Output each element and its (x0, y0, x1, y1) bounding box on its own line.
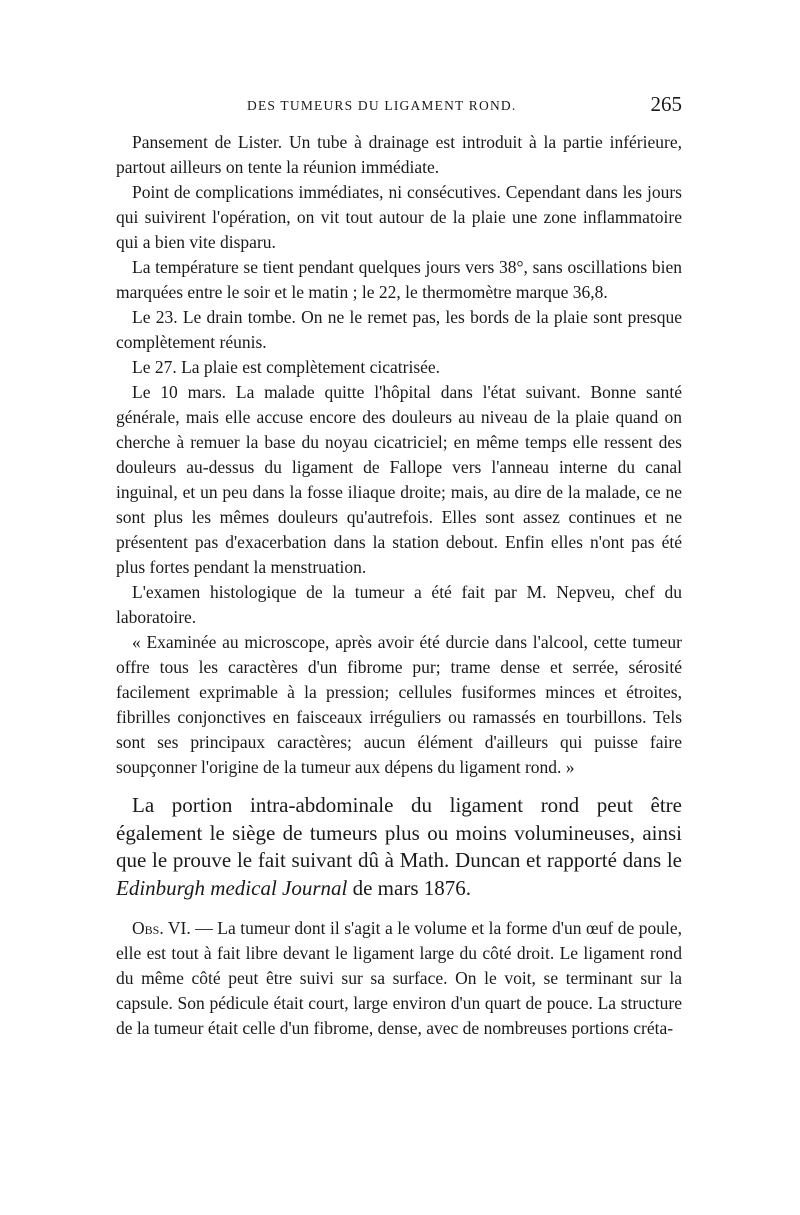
paragraph: Le 27. La plaie est complètement cicatrisée. (132, 357, 441, 377)
observation-text: — La tumeur dont il s'agit a le volume et la forme d'un œuf de poule, elle est tout à fait libre devant le ligament large du côté droit. Le ligament rond du même côté peut être suivi sur sa surface. On le voit, se terminant sur la capsule. Son pédicule était court, large environ d'un quart de pouce. La structure de la tumeur était celle d'un fibrome, dense, avec de nombreuses portions créta- (116, 918, 683, 1038)
paragraph: La température se tient pendant quelques jours vers 38°, sans oscillations bien marquées entre le soir et le matin ; le 22, le thermomètre marque 36,8. (116, 257, 682, 302)
observation-paragraph (116, 916, 682, 1041)
quoted-paragraph: « Examinée au microscope, après avoir été durcie dans l'alcool, cette tumeur offre tous les caractères d'un fibrome pur; trame dense et serrée, sérosité facilement exprimable à la pression; cellules fusiformes minces et étroites, fibrilles conjonctives en faisceaux irréguliers ou ramassés en tourbillons. Tels sont ses principaux caractères; aucun élément d'ailleurs qui puisse faire soupçonner l'origine de la tumeur aux dépens du ligament rond. » (116, 632, 682, 777)
page-number: 265 (650, 92, 682, 116)
paragraph: Pansement de Lister. Un tube à drainage est introduit à la partie inférieure, partout ailleurs on tente la réunion immédiate. (116, 132, 682, 177)
large-paragraph-end: de mars 1876. (347, 875, 472, 900)
running-head: DES TUMEURS DU LIGAMENT ROND. (247, 98, 517, 113)
observation-label: Obs. VI. (132, 918, 191, 938)
main-text (116, 792, 682, 902)
body-text (116, 130, 682, 1041)
case-notes (116, 130, 682, 780)
observation (116, 916, 682, 1041)
journal-title: Edinburgh medical Journal (116, 875, 348, 900)
paragraph: L'examen histologique de la tumeur a été fait par M. Nepveu, chef du laboratoire. (116, 582, 682, 627)
paragraph: Le 23. Le drain tombe. On ne le remet pas, les bords de la plaie sont presque complètement réunis. (116, 307, 682, 352)
paragraph: Le 10 mars. La malade quitte l'hôpital dans l'état suivant. Bonne santé générale, mais elle accuse encore des douleurs au niveau de la plaie quand on cherche à remuer la base du noyau cicatriciel; en même temps elle ressent des douleurs au-dessus du ligament de Fallope vers l'anneau interne du canal inguinal, et un peu dans la fosse iliaque droite; mais, au dire de la malade, ce ne sont plus les mêmes douleurs qu'autrefois. Elles sont assez continues et ne présentent pas d'exacerbation dans la station debout. Enfin elles n'ont pas été plus fortes pendant la menstruation. (116, 382, 682, 577)
large-paragraph-text: La portion intra-abdominale du ligament rond peut être également le siège de tumeurs plus ou moins volumineuses, ainsi que le prouve le fait suivant dû à Math. Duncan et rapporté dans le (116, 793, 682, 872)
page-header (116, 92, 682, 120)
large-paragraph (116, 792, 682, 902)
paragraph: Point de complications immédiates, ni consécutives. Cependant dans les jours qui suivirent l'opération, on vit tout autour de la plaie une zone inflammatoire qui a bien vite disparu. (116, 182, 682, 252)
